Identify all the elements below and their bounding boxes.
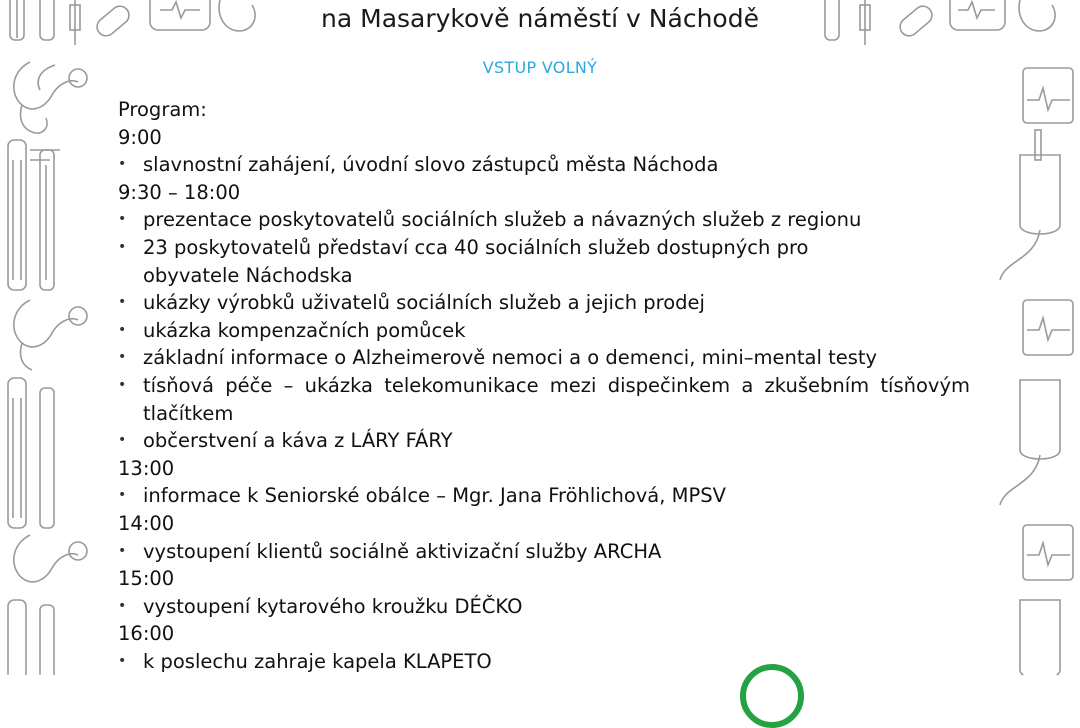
program-item: • vystoupení kytarového kroužku DÉČKO [118, 593, 970, 621]
crutch-icon [8, 140, 60, 290]
program-time: 13:00 [118, 456, 175, 480]
iv-bag-icon [1000, 380, 1060, 505]
program-section [118, 96, 970, 675]
crutch-icon [8, 600, 54, 675]
ecg-monitor-icon [1023, 300, 1073, 355]
program-time: 14:00 [118, 511, 175, 535]
iv-bag-icon [1000, 130, 1060, 280]
organizer-logo [740, 664, 804, 728]
program-time: 9:00 [118, 125, 162, 149]
program-time: 9:30 – 18:00 [118, 180, 241, 204]
program-item: • k poslechu zahraje kapela KLAPETO [118, 648, 970, 676]
program-item: • informace k Seniorské obálce – Mgr. Jana Fröhlichová, MPSV [118, 482, 970, 510]
program-item: • tísňová péče – ukázka telekomunikace mezi dispečinkem a zkušebním tísňovým tlačítkem [118, 372, 970, 427]
right-decorative-border [985, 0, 1080, 675]
crutch-icon [8, 378, 54, 528]
program-item: • základní informace o Alzheimerově nemoci a o demenci, mini–mental testy [118, 344, 970, 372]
program-item: • slavnostní zahájení, úvodní slovo zástupců města Náchoda [118, 151, 970, 179]
page-title: na Masarykově náměstí v Náchodě [321, 4, 759, 33]
program-item: • občerstvení a káva z LÁRY FÁRY [118, 427, 970, 455]
program-item: • 23 poskytovatelů představí cca 40 sociálních služeb dostupných pro obyvatele Náchodska [118, 234, 843, 289]
program-item: • vystoupení klientů sociálně aktivizační služby ARCHA [118, 538, 970, 566]
program-item: • ukázka kompenzačních pomůcek [118, 317, 970, 345]
program-item: • ukázky výrobků uživatelů sociálních služeb a jejich prodej [118, 289, 970, 317]
stethoscope-icon [14, 535, 87, 582]
stethoscope-icon [14, 300, 87, 370]
free-entry-label: VSTUP VOLNÝ [482, 58, 598, 77]
program-time: 15:00 [118, 567, 175, 591]
program-heading: Program: [118, 98, 207, 121]
program-item: • prezentace poskytovatelů sociálních služeb a návazných služeb z regionu [118, 206, 970, 234]
left-decorative-border [0, 0, 95, 675]
iv-bag-icon [1020, 600, 1060, 675]
program-time: 16:00 [118, 622, 175, 646]
ecg-monitor-icon [1023, 525, 1073, 580]
